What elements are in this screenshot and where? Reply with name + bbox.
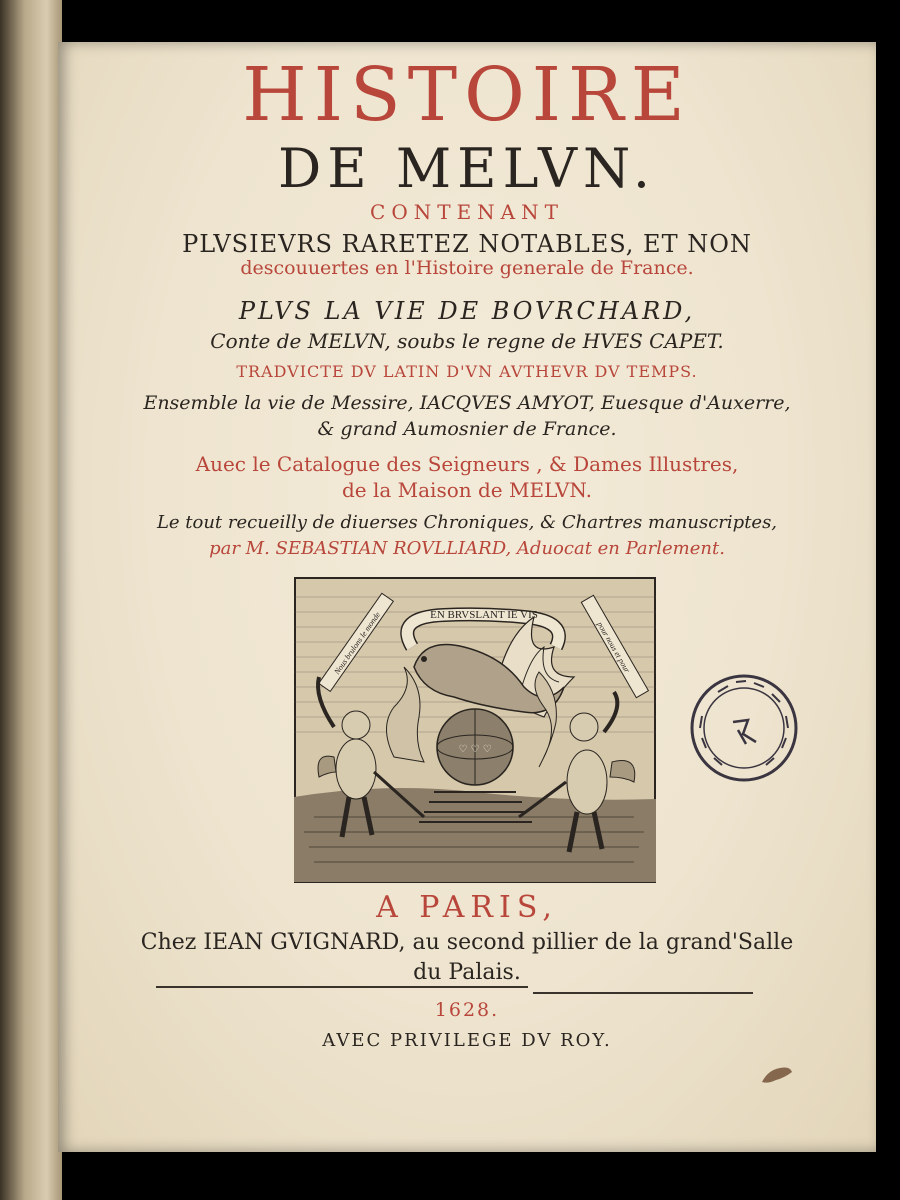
author-line: par M. SEBASTIAN ROVLLIARD, Aduocat en Parlement. bbox=[209, 538, 725, 559]
library-ink-stamp bbox=[688, 672, 800, 784]
title-line-histoire: HISTOIRE bbox=[242, 52, 692, 138]
subtitle-line: de la Maison de MELVN. bbox=[341, 478, 593, 502]
imprint-year: 1628. bbox=[434, 999, 500, 1021]
globe-icon bbox=[437, 709, 513, 785]
divider-rule bbox=[156, 986, 528, 988]
subtitle-contenant: CONTENANT bbox=[370, 200, 564, 224]
svg-text:♡ ♡ ♡: ♡ ♡ ♡ bbox=[458, 744, 492, 755]
subtitle-line: & grand Aumosnier de France. bbox=[317, 418, 617, 440]
printers-device-emblem bbox=[294, 577, 656, 883]
subtitle-line: Conte de MELVN, soubs le regne de HVES CAPET. bbox=[210, 329, 724, 353]
subtitle-line: Auec le Catalogue des Seigneurs , & Dames Illustres, bbox=[195, 452, 739, 476]
author-line: Le tout recueilly de diuerses Chroniques, & Chartres manuscriptes, bbox=[156, 512, 778, 533]
subtitle-line: descouuertes en l'Histoire generale de France. bbox=[240, 257, 694, 279]
divider-rule bbox=[533, 992, 753, 994]
subtitle-line: TRADVICTE DV LATIN D'VN AVTHEVR DV TEMPS. bbox=[236, 362, 698, 381]
emblem-motto-left: Nous brulons le monde bbox=[332, 610, 383, 677]
subtitle-line: Ensemble la vie de Messire, IACQVES AMYOT, Euesque d'Auxerre, bbox=[143, 392, 791, 414]
imprint-privilege: AVEC PRIVILEGE DV ROY. bbox=[322, 1030, 612, 1051]
emblem-motto-center: EN BRVSLANT IE VIS bbox=[430, 609, 538, 621]
imprint-city: A PARIS, bbox=[376, 890, 558, 925]
left-page-edge bbox=[0, 0, 62, 1200]
paper-foxing-stain bbox=[758, 1064, 794, 1086]
imprint-printer-line: Chez IEAN GVIGNARD, au second pillier de la grand'Salle bbox=[140, 930, 794, 955]
emblem-motto-right: pour nous et pour bbox=[595, 620, 632, 675]
subtitle-line: PLVSIEVRS RARETEZ NOTABLES, ET NON bbox=[182, 230, 752, 258]
imprint-printer-line: du Palais. bbox=[413, 960, 521, 985]
subtitle-line: PLVS LA VIE DE BOVRCHARD, bbox=[238, 297, 696, 325]
title-page bbox=[58, 42, 876, 1152]
title-line-de-melun: DE MELVN. bbox=[278, 137, 656, 200]
